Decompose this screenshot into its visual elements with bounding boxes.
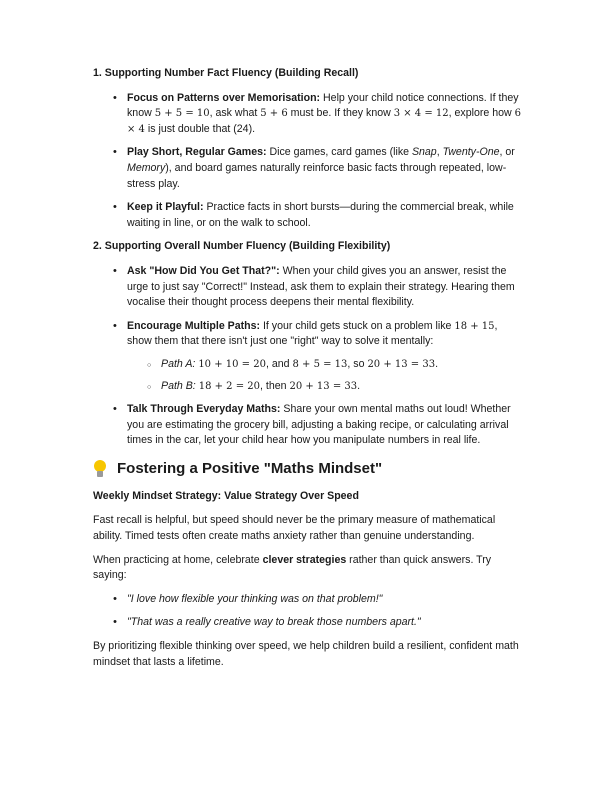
paragraph: Fast recall is helpful, but speed should never be the primary measure of mathematical ability. Timed tests often create maths anxiety rather than genuine understanding. bbox=[93, 514, 496, 543]
document-page bbox=[93, 66, 523, 678]
game-name: Snap bbox=[411, 146, 437, 159]
list-item: • Play Short, Regular Games: Dice games, card games (like Snap, Twenty-One, or Memory), and board games naturally reinforce basic facts through repeated, low-stress play. bbox=[93, 145, 523, 192]
path-label: Path A: bbox=[161, 357, 196, 370]
game-name: Twenty-One bbox=[442, 146, 500, 159]
math-expression: 10 + 10 = 20 bbox=[198, 358, 266, 370]
lightbulb-icon bbox=[93, 460, 107, 478]
quote-item: • "I love how flexible your thinking was on that problem!" bbox=[93, 592, 523, 608]
math-expression: 6 × 4 bbox=[127, 108, 521, 135]
sub-list-item: ○ Path B: 18 + 2 = 20, then 20 + 13 = 33. bbox=[127, 379, 523, 395]
mindset-heading bbox=[93, 459, 523, 479]
item-lead: Talk Through Everyday Maths: bbox=[127, 403, 281, 416]
item-lead: Ask "How Did You Get That?": bbox=[127, 264, 280, 277]
math-expression: 20 + 13 = 33 bbox=[289, 380, 358, 392]
emphasis: clever strategies bbox=[262, 553, 347, 566]
math-expression: 3 × 4 = 12 bbox=[393, 108, 449, 120]
sub-list-item: ○ Path A: 10 + 10 = 20, and 8 + 5 = 13, so 20 + 13 = 33. bbox=[127, 357, 523, 373]
list-item: • Talk Through Everyday Maths: Share your own mental maths out loud! Whether you are estimating the grocery bill, adjusting a baking recipe, or calculating arrival times in the car, let your child hear how you manipulate numbers in real life. bbox=[93, 402, 523, 449]
list-item: • Keep it Playful: Practice facts in short bursts—during the commercial break, while waiting in line, or on the walk to school. bbox=[93, 200, 523, 231]
mindset-heading-text: Fostering a Positive "Maths Mindset" bbox=[117, 459, 383, 477]
section-heading-flexibility: 2. Supporting Overall Number Fluency (Building Flexibility) bbox=[93, 240, 391, 253]
list-item: • Focus on Patterns over Memorisation: Help your child notice connections. If they know 5 + 5 = 10, ask what 5 + 6 must be. If they know 3 × 4 = 12, explore how 6 × 4 is just double that (24). bbox=[93, 91, 523, 138]
math-expression: 5 + 6 bbox=[260, 108, 288, 120]
path-label: Path B: bbox=[161, 379, 196, 392]
section-heading-recall: 1. Supporting Number Fact Fluency (Building Recall) bbox=[93, 67, 359, 79]
item-lead: Focus on Patterns over Memorisation: bbox=[127, 91, 321, 104]
list-item: • Encourage Multiple Paths: If your child gets stuck on a problem like 18 + 15, show them that there isn't just one "right" way to solve it mentally: ○ Path A: 10 + 10 = 20, and 8 + 5 = 13, so 20 + 13 = 33. ○ Path B: 18 + 2 = 20, then 20 + 13 = 33. bbox=[93, 319, 523, 394]
item-lead: Encourage Multiple Paths: bbox=[127, 319, 261, 332]
recall-list bbox=[93, 91, 523, 232]
mindset-subheading: Weekly Mindset Strategy: Value Strategy Over Speed bbox=[93, 489, 359, 502]
paragraph: When practicing at home, celebrate clever strategies rather than quick answers. Try saying: bbox=[93, 553, 492, 582]
math-expression: 18 + 15 bbox=[454, 320, 495, 332]
quote-list bbox=[93, 592, 523, 631]
item-lead: Play Short, Regular Games: bbox=[127, 146, 267, 159]
quote-item: • "That was a really creative way to break those numbers apart." bbox=[93, 615, 523, 631]
math-expression: 8 + 5 = 13 bbox=[292, 358, 348, 370]
math-expression: 5 + 5 = 10 bbox=[154, 108, 210, 120]
game-name: Memory bbox=[127, 161, 166, 174]
list-item: • Ask "How Did You Get That?": When your child gives you an answer, resist the urge to just say "Correct!" Instead, ask them to explain their strategy. Hearing them vocalise their thought process deepens their mental flexibility. bbox=[93, 264, 523, 311]
flexibility-list bbox=[93, 264, 523, 449]
math-expression: 18 + 2 = 20 bbox=[198, 380, 260, 392]
path-list bbox=[127, 357, 523, 394]
paragraph: By prioritizing flexible thinking over speed, we help children build a resilient, confident math mindset that lasts a lifetime. bbox=[93, 640, 519, 668]
item-lead: Keep it Playful: bbox=[127, 201, 204, 214]
math-expression: 20 + 13 = 33 bbox=[367, 358, 436, 370]
